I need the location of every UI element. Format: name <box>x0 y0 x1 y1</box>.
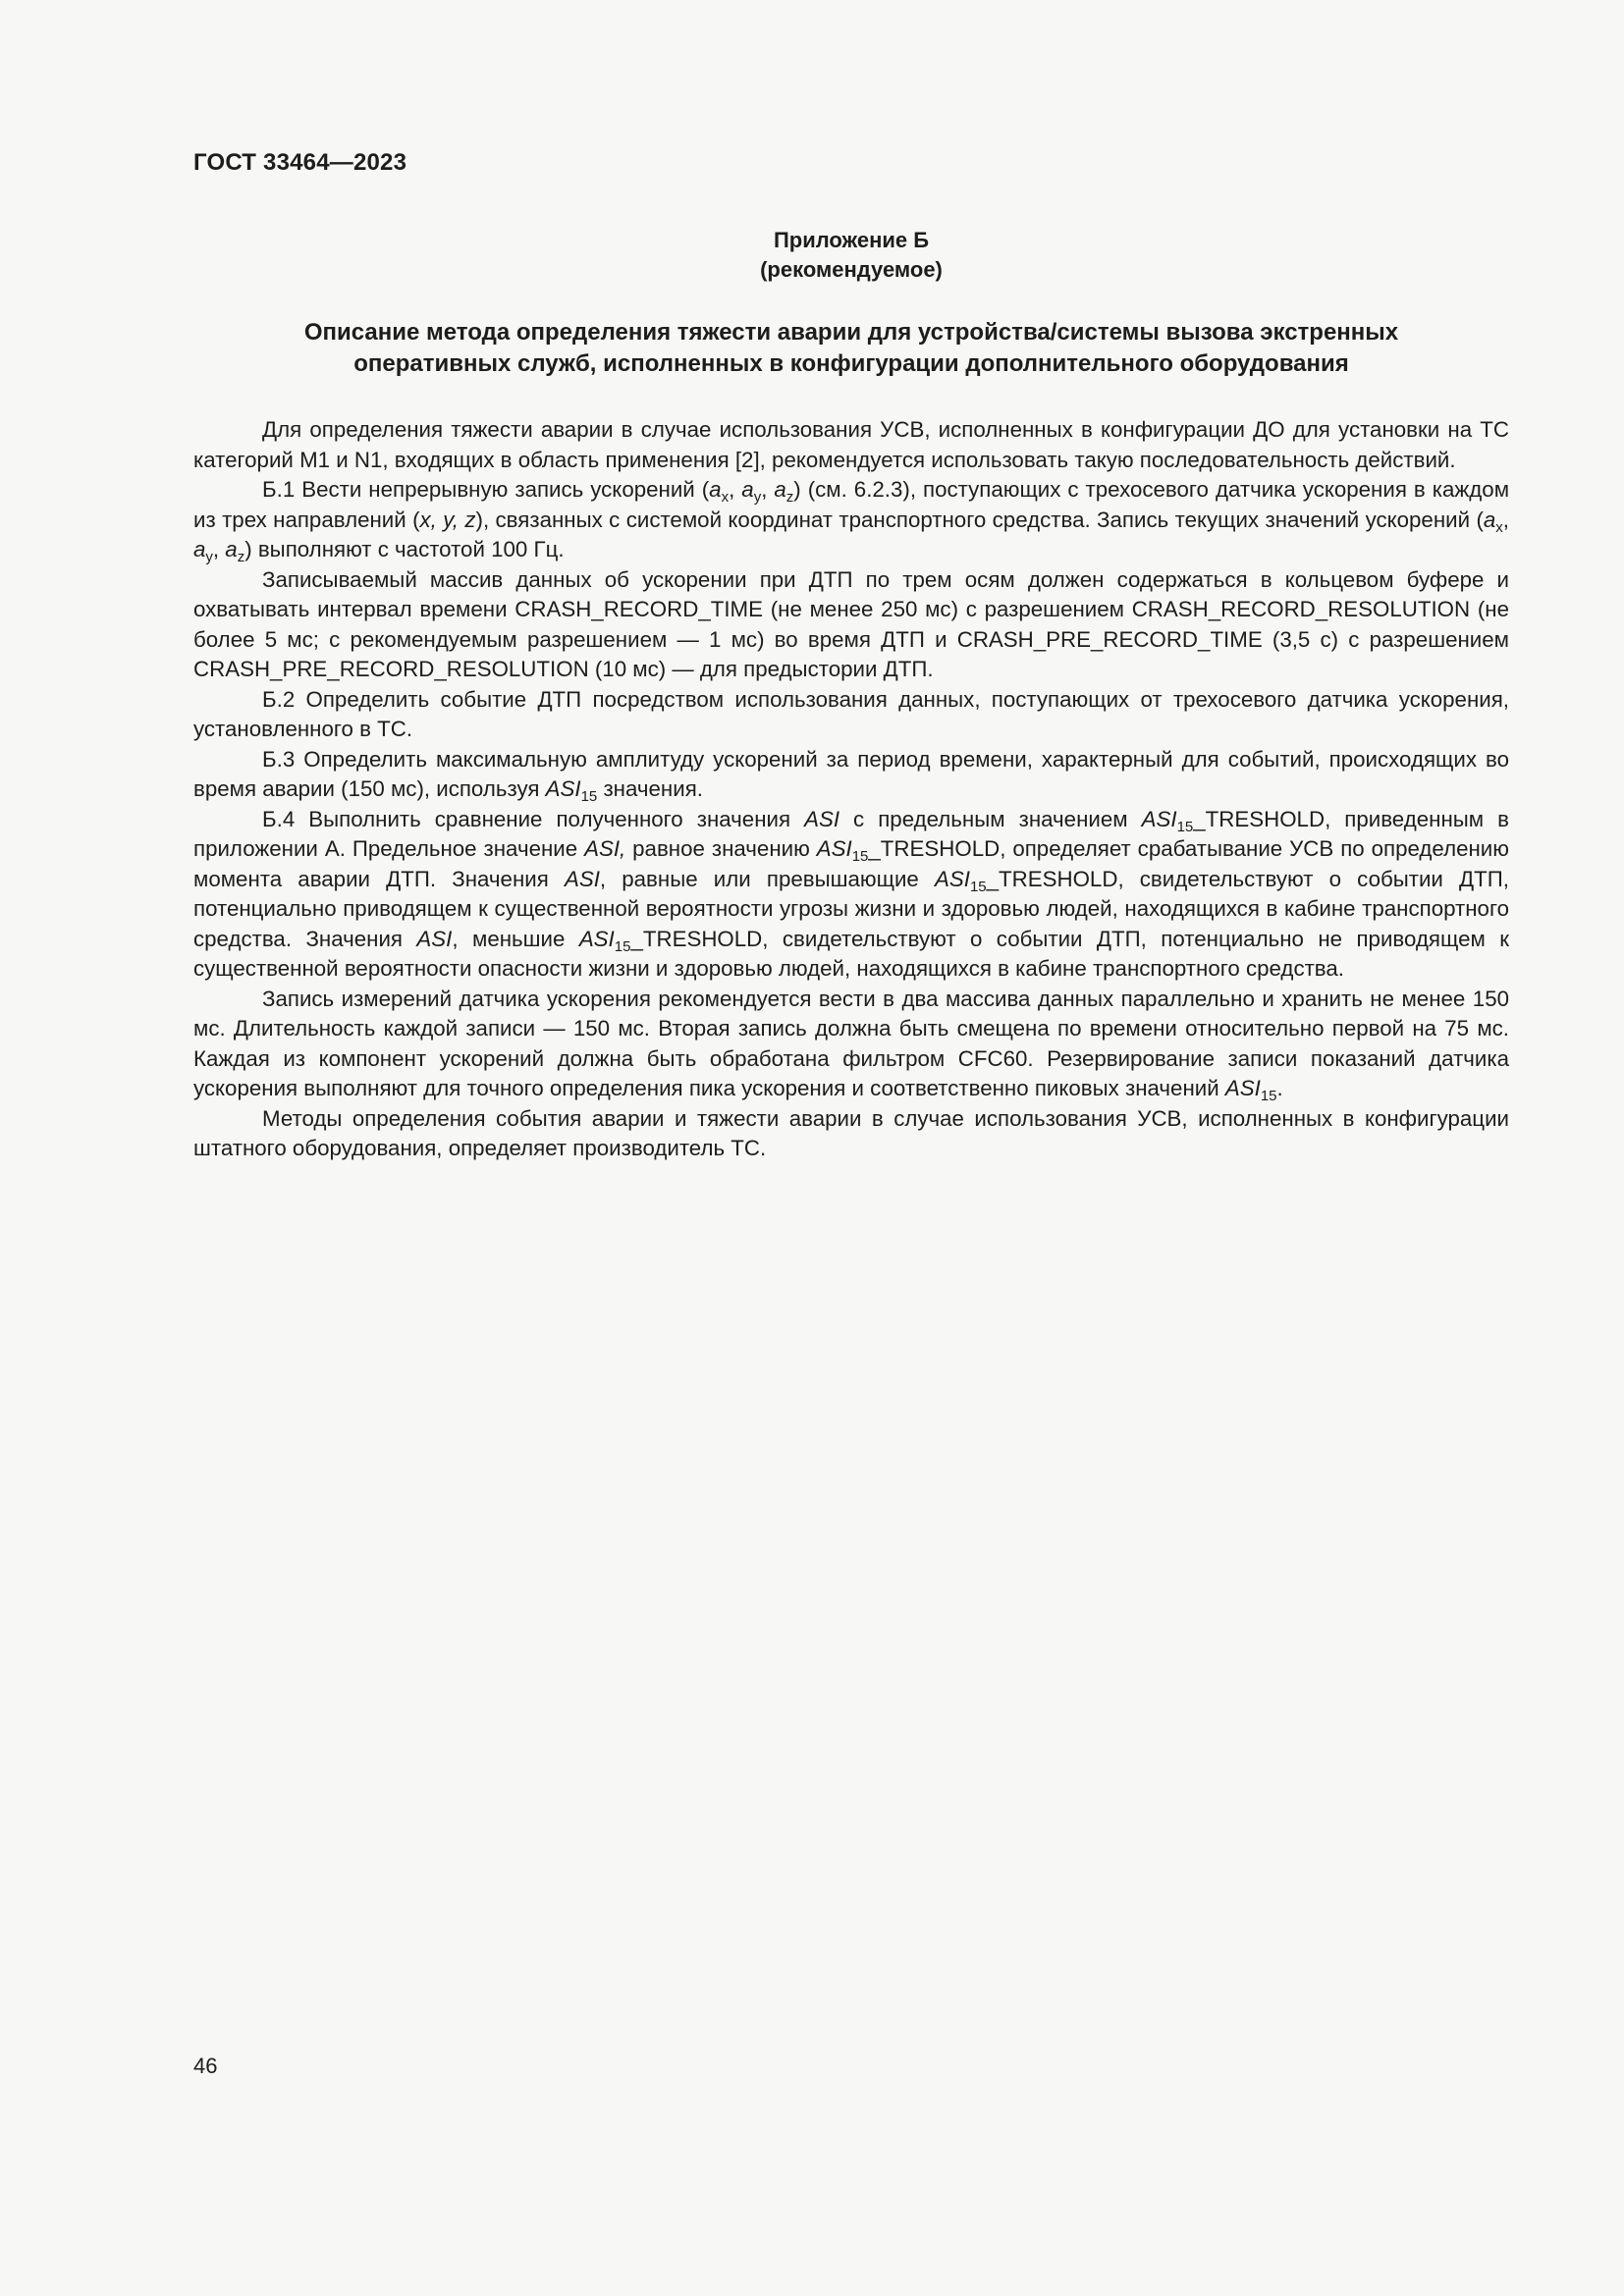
paragraph-b2: Б.2 Определить событие ДТП посредством использования данных, поступающих от трехосевого датчика ускорения, установленного в ТС. <box>193 686 1509 741</box>
annex-status: (рекомендуемое) <box>760 257 943 282</box>
document-code: ГОСТ 33464—2023 <box>193 149 407 176</box>
annex-title: Приложение Б <box>773 228 930 252</box>
page-number: 46 <box>193 2054 218 2078</box>
annex-heading <box>193 226 1509 285</box>
paragraph-b3: Б.3 Определить максимальную амплитуду ускорений за период времени, характерный для событий, происходящих во время аварии (150 мс), используя $ASI_{15}$ значения. <box>193 746 1509 805</box>
paragraph-sensor-records: Запись измерений датчика ускорения рекомендуется вести в два массива данных параллельно и хранить не менее 150 мс. Длительность каждой записи — 150 мс. Вторая запись должна быть смещена по времени относительно первой на 75 мс. Каждая из компонент ускорений должна быть обработана фильтром CFC60. Резервирование записи показаний датчика ускорения выполняют для точного определения пика ускорения и соответственно пиковых значений $ASI_{15}$. <box>193 986 1509 1104</box>
body-text <box>193 415 1509 1164</box>
section-title-line-2: оперативных служб, исполненных в конфигурации дополнительного оборудования <box>353 350 1349 377</box>
paragraph-methods: Методы определения события аварии и тяжести аварии в случае использования УСВ, исполненных в конфигурации штатного оборудования, определяет производитель ТС. <box>193 1105 1509 1160</box>
paragraph-intro: Для определения тяжести аварии в случае использования УСВ, исполненных в конфигурации ДО для установки на ТС категорий М1 и N1, входящих в область применения [2], рекомендуется использовать такую последовательность действий. <box>193 417 1509 472</box>
section-title <box>193 317 1509 380</box>
paragraph-b1: Б.1 Вести непрерывную запись ускорений ($a_x$, $a_y$, $a_z$) (см. 6.2.3), поступающих с трехосевого датчика ускорения в каждом из трех направлений (x, y, z), связанных с системой координат транспортного средства. Запись текущих значений ускорений ($a_x$, $a_y$, $a_z$) выполняют с частотой 100 Гц. <box>193 477 1510 565</box>
paragraph-b4: Б.4 Выполнить сравнение полученного значения ASI с предельным значением $ASI_{15}\_TRESHOLD$, приведенным в приложении А. Предельное значение ASI, равное значению $ASI_{15}\_TRESHOLD$, определяет срабатывание УСВ по определению момента аварии ДТП. Значения ASI, равные или превышающие $ASI_{15}\_TRESHOLD$, свидетельствуют о событии ДТП, потенциально приводящем к существенной вероятности угрозы жизни и здоровью людей, находящихся в кабине транспортного средства. Значения ASI, меньшие $ASI_{15}\_TRESHOLD$, свидетельствуют о событии ДТП, потенциально не приводящем к существенной вероятности опасности жизни и здоровью людей, находящихся в кабине транспортного средства. <box>193 806 1509 981</box>
section-title-line-1: Описание метода определения тяжести аварии для устройства/системы вызова экстренных <box>303 319 1399 346</box>
paragraph-crash-record: Записываемый массив данных об ускорении при ДТП по трем осям должен содержаться в кольцевом буфере и охватывать интервал времени CRASH_RECORD_TIME (не менее 250 мс) с разрешением CRASH_RECORD_RESOLUTION (не более 5 мс; с рекомендуемым разрешением — 1 мс) во время ДТП и CRASH_PRE_RECORD_TIME (3,5 с) с разрешением CRASH_PRE_RECORD_RESOLUTION (10 мс) — для предыстории ДТП. <box>193 566 1509 681</box>
